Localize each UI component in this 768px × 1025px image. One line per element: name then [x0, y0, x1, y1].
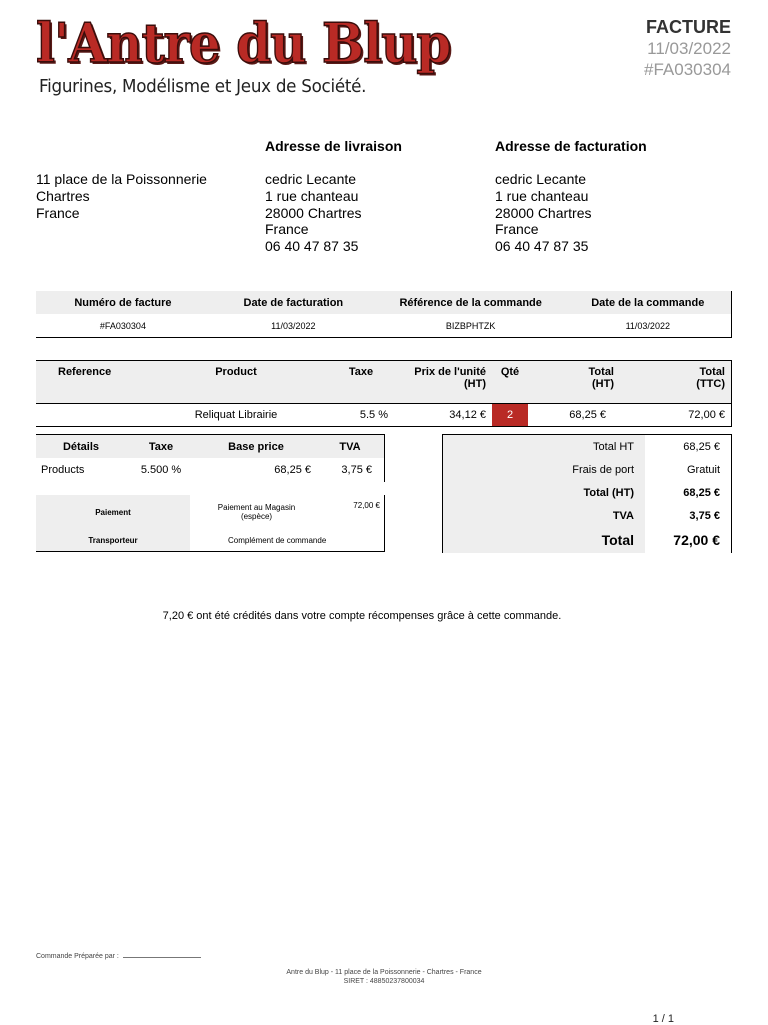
- billing-phone: 06 40 47 87 35: [495, 238, 589, 255]
- column-header: [620, 361, 732, 404]
- total-ttc-cell: 72,00 €: [620, 404, 732, 427]
- products-table: [36, 360, 732, 427]
- table-cell: Products: [41, 464, 85, 476]
- total-ht-bold-label: Total (HT): [443, 481, 646, 504]
- billing-address-title: Adresse de facturation: [495, 138, 647, 154]
- table-row: [443, 435, 732, 459]
- invoice-info-table: [36, 291, 732, 338]
- carrier-value: Complément de commande: [228, 535, 327, 545]
- tax-cell: 5.5 %: [320, 404, 402, 427]
- delivery-address-title: Adresse de livraison: [265, 138, 402, 154]
- shop-address-line: France: [36, 204, 80, 221]
- table-cell: 11/03/2022: [565, 314, 732, 338]
- total-ht-bold-value: 68,25 €: [683, 486, 720, 499]
- billing-street: 1 rue chanteau: [495, 187, 589, 204]
- footer-address: Antre du Blup - 11 place de la Poissonnerie - Chartres - France: [286, 969, 482, 976]
- billing-name: cedric Lecante: [495, 171, 587, 187]
- footer-siret: SIRET : 48850237800034: [343, 978, 425, 985]
- unit-price-header-line: Prix de l'unité: [414, 366, 486, 378]
- column-header: [320, 361, 402, 404]
- logo-subtitle: Figurines, Modélisme et Jeux de Société.: [39, 76, 367, 97]
- table-cell: #FA030304: [36, 314, 210, 338]
- signature-line: [123, 951, 201, 958]
- unit-price-cell: 34,12 €: [402, 404, 492, 427]
- column-header: Qté: [492, 361, 528, 404]
- column-header: Reference: [36, 361, 152, 404]
- total-ht-header-line: (HT): [592, 378, 614, 390]
- table-cell: 3,75 €: [341, 464, 372, 476]
- column-header: [402, 361, 492, 404]
- tva-value: 3,75 €: [689, 509, 720, 522]
- delivery-country: France: [265, 221, 309, 238]
- unit-price-header-line: (HT): [464, 378, 486, 390]
- column-header: Product: [152, 361, 320, 404]
- reward-credit-message: 7,20 € ont été crédités dans votre compte récompenses grâce à cette commande.: [162, 610, 562, 622]
- invoice-number: #FA030304: [644, 60, 731, 79]
- invoice-date: 11/03/2022: [647, 39, 731, 58]
- column-header: Numéro de facture: [36, 291, 210, 314]
- column-header: Détails: [36, 435, 126, 459]
- table-row: [36, 529, 385, 552]
- quantity-cell: 2: [492, 404, 528, 427]
- invoice-label: FACTURE: [646, 17, 731, 37]
- column-header: Taxe: [126, 435, 196, 459]
- totals-table: [442, 434, 732, 553]
- tva-label: TVA: [443, 504, 646, 527]
- total-ttc-header-line: Total: [699, 366, 725, 378]
- table-row: [443, 481, 732, 504]
- grand-total-label: Total: [443, 527, 646, 553]
- table-row: [36, 495, 385, 529]
- column-header: TVA: [316, 435, 385, 459]
- table-row: [443, 527, 732, 553]
- billing-country: France: [495, 221, 539, 238]
- total-ht-label: Total HT: [443, 435, 646, 459]
- table-cell: 5.500 %: [140, 464, 182, 476]
- page-footer: [0, 968, 768, 986]
- payment-table: [36, 495, 385, 552]
- payment-label: Paiement: [36, 495, 190, 529]
- payment-amount: 72,00 €: [353, 501, 380, 510]
- table-cell: 68,25 €: [274, 464, 311, 476]
- shop-address: [36, 171, 207, 221]
- shipping-value: Gratuit: [686, 463, 720, 476]
- delivery-address: [265, 171, 362, 255]
- table-row: [36, 458, 385, 482]
- table-header-row: [36, 291, 732, 314]
- table-cell: BIZBPHTZK: [377, 314, 565, 338]
- tax-details-table: [36, 434, 385, 482]
- payment-method: [190, 495, 323, 529]
- reference-cell: [36, 404, 152, 427]
- table-header-row: [36, 361, 732, 404]
- logo-title: l'Antre du Blup: [36, 11, 451, 75]
- total-ttc-header-line: (TTC): [696, 378, 725, 390]
- table-row: [36, 314, 732, 338]
- column-header: Référence de la commande: [377, 291, 565, 314]
- shop-logo: [36, 10, 451, 105]
- prepared-by: [36, 951, 201, 960]
- column-header: Base price: [196, 435, 316, 459]
- table-row: [443, 504, 732, 527]
- billing-city: 28000 Chartres: [495, 204, 592, 221]
- page-number: 1 / 1: [652, 1013, 674, 1025]
- column-header: Date de la commande: [565, 291, 732, 314]
- delivery-street: 1 rue chanteau: [265, 187, 359, 204]
- product-cell: Reliquat Librairie: [152, 404, 320, 427]
- table-row: [443, 458, 732, 481]
- prepared-by-label: Commande Préparée par :: [36, 953, 119, 960]
- payment-method-line: Paiement au Magasin: [217, 503, 296, 512]
- table-row: [36, 404, 732, 427]
- tax-header: Taxe: [348, 366, 374, 378]
- total-ht-value: 68,25 €: [683, 440, 720, 453]
- grand-total-value: 72,00 €: [673, 532, 720, 548]
- table-header-row: [36, 435, 385, 459]
- billing-address: [495, 171, 592, 255]
- column-header: [528, 361, 620, 404]
- delivery-city: 28000 Chartres: [265, 204, 362, 221]
- shipping-label: Frais de port: [443, 458, 646, 481]
- delivery-phone: 06 40 47 87 35: [265, 238, 359, 255]
- invoice-header: [644, 17, 731, 80]
- delivery-name: cedric Lecante: [265, 171, 357, 187]
- column-header: Date de facturation: [210, 291, 377, 314]
- total-ht-header-line: Total: [588, 366, 614, 378]
- shop-address-line: Chartres: [36, 187, 90, 204]
- carrier-label: Transporteur: [36, 529, 190, 552]
- table-cell: 11/03/2022: [210, 314, 377, 338]
- shop-address-line: 11 place de la Poissonnerie: [36, 171, 207, 187]
- payment-method-line: (espèce): [240, 512, 273, 521]
- total-ht-cell: 68,25 €: [528, 404, 620, 427]
